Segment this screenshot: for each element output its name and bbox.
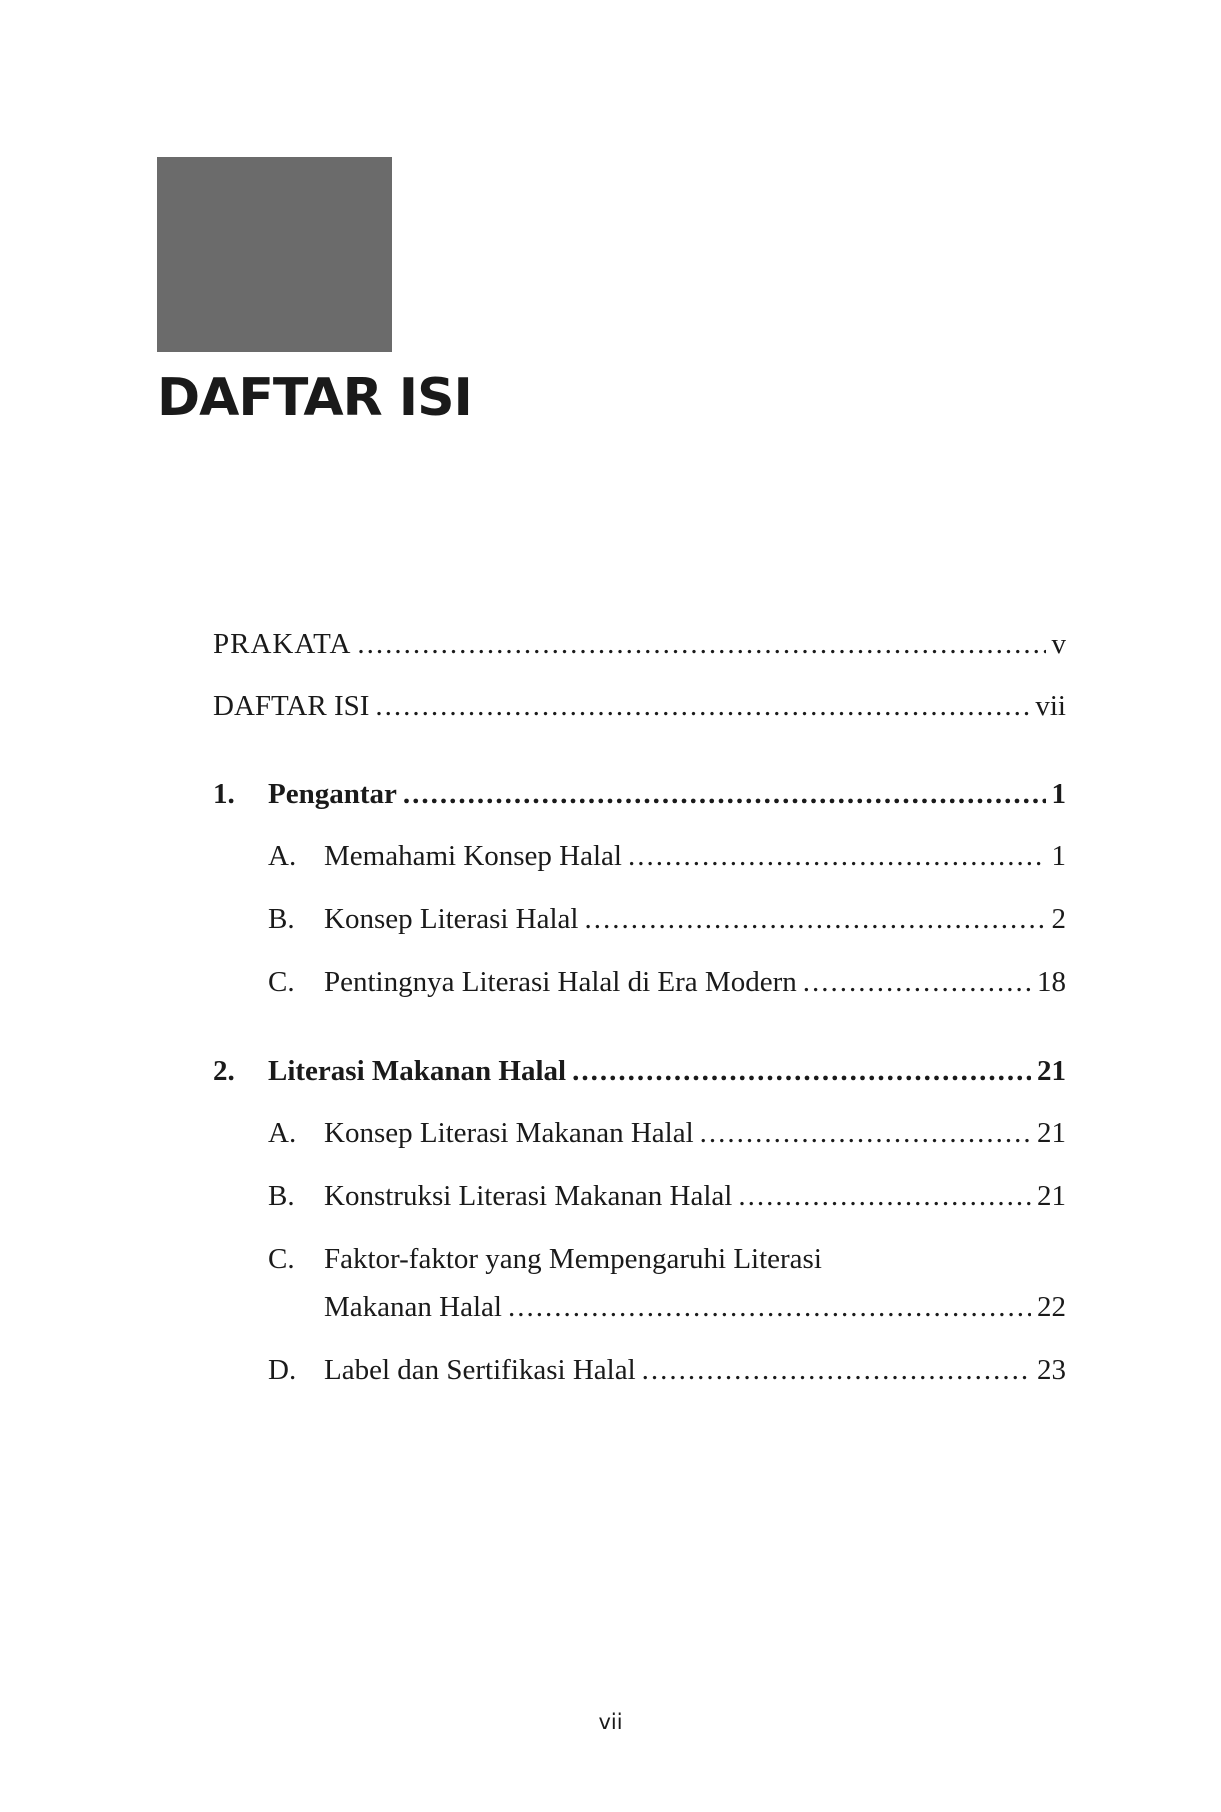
section-title: Pentingnya Literasi Halal di Era Modern <box>324 966 797 998</box>
chapter-title: Literasi Makanan Halal <box>268 1055 567 1087</box>
toc-page-number: 1 <box>1051 778 1066 810</box>
dot-leader <box>642 1354 1031 1387</box>
toc-section-1b[interactable] <box>268 903 1066 936</box>
toc-page-number: 18 <box>1037 966 1066 998</box>
section-letter: A. <box>268 840 297 872</box>
dot-leader <box>584 903 1045 936</box>
dot-leader <box>803 966 1031 999</box>
section-letter: D. <box>268 1354 297 1386</box>
section-title: Konsep Literasi Halal <box>324 903 579 935</box>
toc-section-2c-line2[interactable] <box>324 1291 1066 1324</box>
section-letter: B. <box>268 1180 295 1212</box>
toc-page-number: 1 <box>1051 840 1066 872</box>
page-number-footer: vii <box>598 1710 623 1734</box>
toc-page-number: 23 <box>1037 1354 1066 1386</box>
section-title: Faktor-faktor yang Mempengaruhi Literasi <box>324 1243 822 1275</box>
toc-page-number: 21 <box>1037 1055 1066 1087</box>
dot-leader <box>738 1180 1031 1213</box>
toc-page-number: v <box>1051 628 1066 660</box>
chapter-title: Pengantar <box>268 778 397 810</box>
section-letter: C. <box>268 966 295 998</box>
toc-entry-label: PRAKATA <box>213 628 352 660</box>
toc-section-2d[interactable] <box>268 1354 1066 1387</box>
section-title: Memahami Konsep Halal <box>324 840 622 872</box>
toc-page-number: 21 <box>1037 1180 1066 1212</box>
toc-page-number: 22 <box>1037 1291 1066 1323</box>
toc-page-number: 21 <box>1037 1117 1066 1149</box>
dot-leader <box>508 1291 1031 1324</box>
toc-entry-daftar-isi[interactable] <box>213 690 1066 723</box>
dot-leader <box>357 628 1045 661</box>
toc-section-2b[interactable] <box>268 1180 1066 1213</box>
section-letter: B. <box>268 903 295 935</box>
dot-leader <box>572 1055 1031 1088</box>
page-title: DAFTAR ISI <box>157 368 472 428</box>
toc-chapter-2[interactable] <box>213 1055 1066 1088</box>
toc-entry-prakata[interactable] <box>213 628 1066 661</box>
dot-leader <box>700 1117 1031 1150</box>
section-title: Label dan Sertifikasi Halal <box>324 1354 636 1386</box>
section-letter: C. <box>268 1243 295 1275</box>
dot-leader <box>375 690 1029 723</box>
toc-section-1c[interactable] <box>268 966 1066 999</box>
chapter-decoration-block <box>157 157 392 352</box>
section-title: Konsep Literasi Makanan Halal <box>324 1117 694 1149</box>
section-title-continued: Makanan Halal <box>324 1291 502 1323</box>
toc-section-2c-line1[interactable] <box>268 1243 822 1276</box>
toc-entry-label: DAFTAR ISI <box>213 690 370 722</box>
dot-leader <box>628 840 1046 873</box>
toc-section-2a[interactable] <box>268 1117 1066 1150</box>
toc-section-1a[interactable] <box>268 840 1066 873</box>
toc-chapter-1[interactable] <box>213 778 1066 811</box>
toc-page-number: vii <box>1035 690 1066 722</box>
dot-leader <box>403 778 1046 811</box>
chapter-number: 1. <box>213 778 235 810</box>
chapter-number: 2. <box>213 1055 235 1087</box>
section-title: Konstruksi Literasi Makanan Halal <box>324 1180 733 1212</box>
section-letter: A. <box>268 1117 297 1149</box>
toc-page-number: 2 <box>1051 903 1066 935</box>
